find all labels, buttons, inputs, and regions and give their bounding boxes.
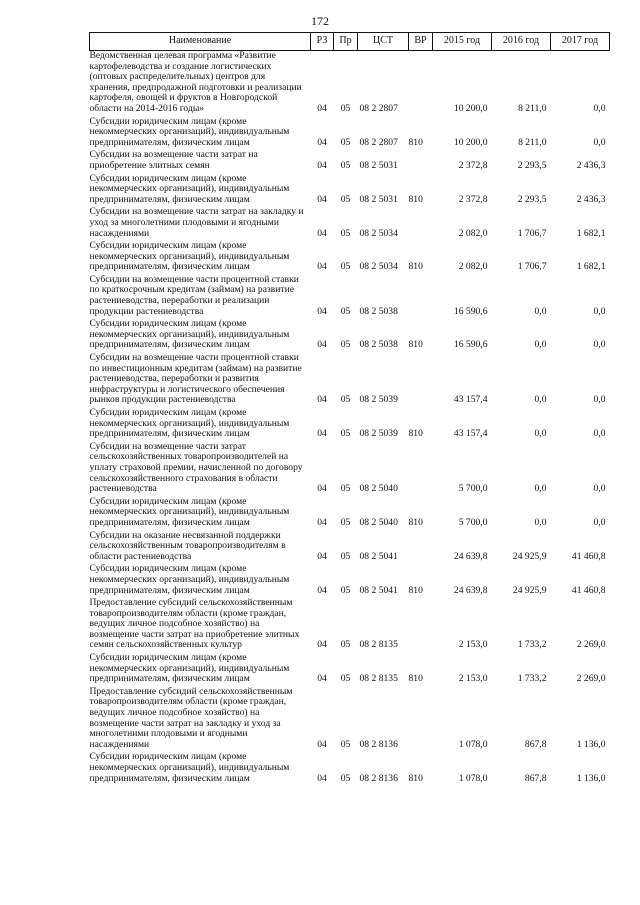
row-2016: 867,8 bbox=[524, 772, 547, 784]
row-pr: 05 bbox=[340, 227, 351, 239]
row-2015: 24 639,8 bbox=[453, 550, 488, 562]
table-row bbox=[90, 408, 610, 442]
header-cst: ЦСТ bbox=[358, 33, 409, 51]
row-cst: 08 2 8136 bbox=[359, 738, 398, 750]
row-name: Предоставление субсидий сельскохозяйственным товаропроизводителям области (кроме граждан, ведущих личное подсобное хозяйство) на возмещение части затрат на закладку и уход за многолетними плодовыми и ягодными насаждениями bbox=[89, 685, 293, 750]
row-2016: 0,0 bbox=[534, 394, 547, 406]
row-name: Субсидии на возмещение части затрат на приобретение элитных семян bbox=[89, 149, 258, 171]
row-pr: 05 bbox=[340, 305, 351, 317]
row-pr: 05 bbox=[340, 428, 351, 440]
table-row bbox=[90, 653, 610, 687]
row-cst: 08 2 5031 bbox=[359, 193, 398, 205]
row-2015: 2 153,0 bbox=[458, 639, 488, 651]
row-rz: 04 bbox=[317, 136, 327, 148]
row-2015: 24 639,8 bbox=[453, 584, 488, 596]
row-name: Субсидии на возмещение части процентной ставки по инвестиционным кредитам (займам) на развитие растениеводства, переработки и развития инфраструктуры и логистического обеспечения рынков продукции растениеводства bbox=[89, 352, 302, 406]
row-pr: 05 bbox=[340, 102, 351, 114]
row-rz: 04 bbox=[317, 394, 327, 406]
row-rz: 04 bbox=[317, 428, 327, 440]
table-row bbox=[90, 687, 610, 753]
row-name: Субсидии юридическим лицам (кроме некоммерческих организаций), индивидуальным предпринимателям, физическим лицам bbox=[89, 172, 290, 205]
row-2016: 1 706,7 bbox=[517, 227, 547, 239]
header-2015: 2015 год bbox=[433, 33, 492, 51]
row-vr: 810 bbox=[408, 193, 423, 205]
row-vr: 810 bbox=[408, 772, 423, 784]
row-pr: 05 bbox=[340, 261, 351, 273]
table-row bbox=[90, 353, 610, 408]
row-cst: 08 2 5038 bbox=[359, 339, 398, 351]
row-2015: 1 078,0 bbox=[458, 738, 488, 750]
table-row bbox=[90, 117, 610, 151]
row-2015: 5 700,0 bbox=[458, 483, 488, 495]
row-vr: 810 bbox=[408, 136, 423, 148]
budget-table bbox=[89, 32, 610, 786]
row-rz: 04 bbox=[317, 305, 327, 317]
row-cst: 08 2 8135 bbox=[359, 639, 398, 651]
row-cst: 08 2 8135 bbox=[359, 673, 398, 685]
header-vr: ВР bbox=[409, 33, 433, 51]
row-pr: 05 bbox=[340, 394, 351, 406]
row-vr bbox=[409, 598, 433, 653]
row-2017: 2 269,0 bbox=[576, 639, 606, 651]
row-vr bbox=[409, 531, 433, 565]
header-pr: Пр bbox=[334, 33, 358, 51]
table-row bbox=[90, 319, 610, 353]
row-2017: 0,0 bbox=[593, 394, 606, 406]
row-vr bbox=[409, 442, 433, 497]
table-row bbox=[90, 442, 610, 497]
table-row bbox=[90, 598, 610, 653]
row-vr: 810 bbox=[408, 584, 423, 596]
table-row bbox=[90, 241, 610, 275]
row-rz: 04 bbox=[317, 673, 327, 685]
row-2016: 2 293,5 bbox=[517, 159, 547, 171]
row-2017: 0,0 bbox=[593, 305, 606, 317]
row-2015: 2 082,0 bbox=[458, 227, 488, 239]
row-cst: 08 2 5039 bbox=[359, 428, 398, 440]
row-name: Субсидии на оказание несвязанной поддержки сельскохозяйственным товаропроизводителям в области растениеводства bbox=[89, 529, 286, 562]
row-name: Субсидии юридическим лицам (кроме некоммерческих организаций), индивидуальным предпринимателям, физическим лицам bbox=[89, 563, 290, 596]
table-row bbox=[90, 150, 610, 173]
header-2016: 2016 год bbox=[492, 33, 551, 51]
row-2016: 24 925,9 bbox=[512, 584, 547, 596]
row-2017: 0,0 bbox=[593, 136, 606, 148]
row-2017: 2 436,3 bbox=[576, 159, 606, 171]
header-rz: РЗ bbox=[311, 33, 334, 51]
row-2017: 2 436,3 bbox=[576, 193, 606, 205]
row-rz: 04 bbox=[317, 738, 327, 750]
row-2016: 8 211,0 bbox=[518, 102, 547, 114]
row-2016: 0,0 bbox=[534, 305, 547, 317]
row-2017: 0,0 bbox=[593, 483, 606, 495]
row-cst: 08 2 5040 bbox=[359, 516, 398, 528]
row-2015: 2 082,0 bbox=[458, 261, 488, 273]
row-2015: 10 200,0 bbox=[453, 102, 488, 114]
row-2015: 2 372,8 bbox=[458, 193, 488, 205]
row-cst: 08 2 5038 bbox=[359, 305, 398, 317]
row-2016: 0,0 bbox=[534, 483, 547, 495]
row-vr bbox=[409, 275, 433, 319]
row-2015: 2 153,0 bbox=[458, 673, 488, 685]
row-cst: 08 2 5039 bbox=[359, 394, 398, 406]
table-row bbox=[90, 497, 610, 531]
row-2017: 1 682,1 bbox=[576, 261, 606, 273]
row-2016: 0,0 bbox=[534, 428, 547, 440]
row-rz: 04 bbox=[317, 193, 327, 205]
row-name: Ведомственная целевая программа «Развитие картофелеводства и создание логистических (оптовых распределительных) центров для хранения, предпродажной подготовки и реализации картофеля, овощей и фруктов в Новгородской области на 2014-2016 годы» bbox=[89, 50, 302, 114]
row-rz: 04 bbox=[317, 516, 327, 528]
row-cst: 08 2 2807 bbox=[359, 102, 398, 114]
row-2015: 16 590,6 bbox=[453, 339, 488, 351]
row-vr bbox=[409, 207, 433, 241]
row-pr: 05 bbox=[340, 159, 351, 171]
row-vr: 810 bbox=[408, 673, 423, 685]
row-2015: 2 372,8 bbox=[458, 159, 488, 171]
row-vr bbox=[409, 687, 433, 753]
row-pr: 05 bbox=[340, 673, 351, 685]
row-2016: 0,0 bbox=[534, 339, 547, 351]
row-2015: 16 590,6 bbox=[453, 305, 488, 317]
row-cst: 08 2 5031 bbox=[359, 159, 398, 171]
row-rz: 04 bbox=[317, 339, 327, 351]
row-rz: 04 bbox=[317, 261, 327, 273]
row-cst: 08 2 5034 bbox=[359, 261, 398, 273]
row-2015: 5 700,0 bbox=[458, 516, 488, 528]
row-2016: 1 733,2 bbox=[517, 639, 547, 651]
table-row bbox=[90, 174, 610, 208]
row-name: Субсидии на возмещение части затрат сельскохозяйственных товаропроизводителей на уплату страховой премии, начисленной по договору сельскохозяйственного страхования в области растениеводства bbox=[89, 440, 303, 495]
row-cst: 08 2 5041 bbox=[359, 584, 398, 596]
row-vr bbox=[409, 353, 433, 408]
row-pr: 05 bbox=[340, 738, 351, 750]
row-rz: 04 bbox=[317, 584, 327, 596]
row-2016: 867,8 bbox=[524, 738, 547, 750]
row-name: Субсидии юридическим лицам (кроме некоммерческих организаций), индивидуальным предпринимателям, физическим лицам bbox=[89, 240, 290, 273]
row-2016: 1 706,7 bbox=[517, 261, 547, 273]
row-rz: 04 bbox=[317, 102, 327, 114]
row-cst: 08 2 5040 bbox=[359, 483, 398, 495]
row-cst: 08 2 2807 bbox=[359, 136, 398, 148]
row-rz: 04 bbox=[317, 483, 327, 495]
row-rz: 04 bbox=[317, 550, 327, 562]
row-2016: 1 733,2 bbox=[517, 673, 547, 685]
table-row bbox=[90, 531, 610, 565]
row-vr: 810 bbox=[408, 428, 423, 440]
row-2017: 2 269,0 bbox=[576, 673, 606, 685]
row-name: Субсидии юридическим лицам (кроме некоммерческих организаций), индивидуальным предпринимателям, физическим лицам bbox=[89, 495, 290, 528]
row-2016: 0,0 bbox=[534, 516, 547, 528]
row-2015: 43 157,4 bbox=[453, 394, 488, 406]
row-pr: 05 bbox=[340, 339, 351, 351]
table-row bbox=[90, 207, 610, 241]
row-2017: 0,0 bbox=[593, 428, 606, 440]
row-2017: 1 682,1 bbox=[576, 227, 606, 239]
row-rz: 04 bbox=[317, 227, 327, 239]
page-number: 172 bbox=[311, 14, 329, 28]
table-header-row bbox=[90, 33, 610, 51]
row-2015: 43 157,4 bbox=[453, 428, 488, 440]
row-name: Субсидии на возмещение части затрат на закладку и уход за многолетними плодовыми и ягодными насаждениями bbox=[89, 206, 304, 239]
header-2017: 2017 год bbox=[551, 33, 610, 51]
row-pr: 05 bbox=[340, 584, 351, 596]
row-2016: 2 293,5 bbox=[517, 193, 547, 205]
row-2017: 0,0 bbox=[593, 339, 606, 351]
row-name: Субсидии на возмещение части процентной ставки по краткосрочным кредитам (займам) на развитие растениеводства, переработки и реализации продукции растениеводства bbox=[89, 273, 299, 317]
row-cst: 08 2 8136 bbox=[359, 772, 398, 784]
row-vr: 810 bbox=[408, 516, 423, 528]
row-pr: 05 bbox=[340, 550, 351, 562]
row-2015: 10 200,0 bbox=[453, 136, 488, 148]
row-2016: 24 925,9 bbox=[512, 550, 547, 562]
row-vr bbox=[409, 51, 433, 117]
row-rz: 04 bbox=[317, 639, 327, 651]
table-row bbox=[90, 51, 610, 117]
row-2016: 8 211,0 bbox=[518, 136, 547, 148]
row-pr: 05 bbox=[340, 136, 351, 148]
header-name: Наименование bbox=[90, 33, 311, 51]
row-name: Субсидии юридическим лицам (кроме некоммерческих организаций), индивидуальным предпринимателям, физическим лицам bbox=[89, 751, 290, 784]
row-pr: 05 bbox=[340, 639, 351, 651]
row-cst: 08 2 5041 bbox=[359, 550, 398, 562]
row-2017: 1 136,0 bbox=[576, 738, 606, 750]
table-body bbox=[90, 51, 610, 787]
table-row bbox=[90, 752, 610, 786]
table-row bbox=[90, 275, 610, 319]
row-2017: 0,0 bbox=[593, 516, 606, 528]
row-2017: 1 136,0 bbox=[576, 772, 606, 784]
row-pr: 05 bbox=[340, 516, 351, 528]
row-2017: 41 460,8 bbox=[571, 550, 606, 562]
row-name: Субсидии юридическим лицам (кроме некоммерческих организаций), индивидуальным предпринимателям, физическим лицам bbox=[89, 115, 290, 148]
row-rz: 04 bbox=[317, 772, 327, 784]
row-cst: 08 2 5034 bbox=[359, 227, 398, 239]
row-2017: 41 460,8 bbox=[571, 584, 606, 596]
row-vr: 810 bbox=[408, 339, 423, 351]
row-name: Субсидии юридическим лицам (кроме некоммерческих организаций), индивидуальным предпринимателям, физическим лицам bbox=[89, 318, 290, 351]
row-pr: 05 bbox=[340, 772, 351, 784]
row-name: Предоставление субсидий сельскохозяйственным товаропроизводителям области (кроме граждан, ведущих личное подсобное хозяйство) на возмещение части затрат на приобретение элитных семян сельскохозяйственных культур bbox=[89, 597, 300, 651]
table-row bbox=[90, 564, 610, 598]
row-2017: 0,0 bbox=[593, 102, 606, 114]
row-name: Субсидии юридическим лицам (кроме некоммерческих организаций), индивидуальным предпринимателям, физическим лицам bbox=[89, 407, 290, 440]
row-vr bbox=[409, 150, 433, 173]
row-name: Субсидии юридическим лицам (кроме некоммерческих организаций), индивидуальным предпринимателям, физическим лицам bbox=[89, 652, 290, 685]
row-pr: 05 bbox=[340, 193, 351, 205]
row-rz: 04 bbox=[317, 159, 327, 171]
row-pr: 05 bbox=[340, 483, 351, 495]
row-vr: 810 bbox=[408, 261, 423, 273]
row-2015: 1 078,0 bbox=[458, 772, 488, 784]
